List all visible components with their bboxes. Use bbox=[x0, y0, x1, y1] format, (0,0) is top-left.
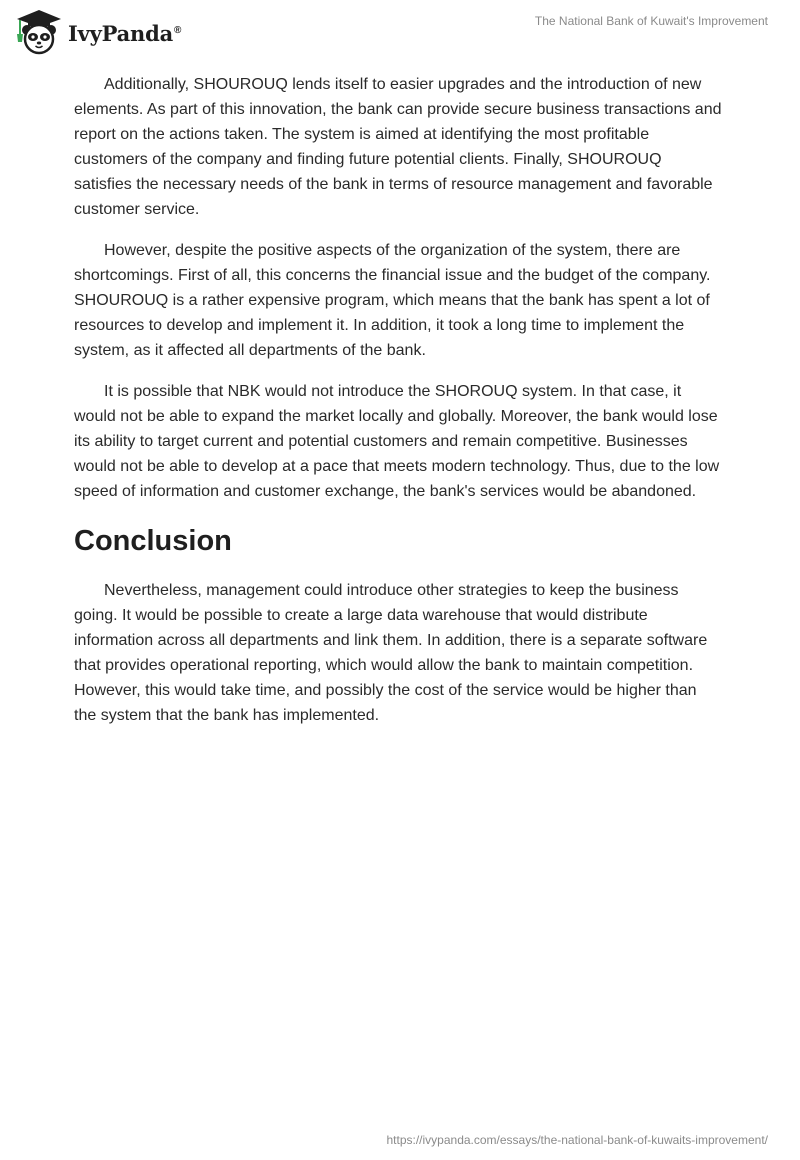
conclusion-heading: Conclusion bbox=[74, 525, 232, 557]
page-header bbox=[0, 0, 800, 64]
source-url[interactable]: https://ivypanda.com/essays/the-national-bank-of-kuwaits-improvement/ bbox=[386, 1133, 768, 1147]
ivypanda-logo[interactable] bbox=[14, 8, 181, 56]
essay-content bbox=[74, 72, 722, 744]
brand-name: IvyPanda® bbox=[68, 20, 182, 46]
document-title: The National Bank of Kuwait's Improvement bbox=[534, 14, 768, 28]
panda-graduate-icon bbox=[14, 8, 64, 56]
paragraph-alternative: It is possible that NBK would not introduce the SHOROUQ system. In that case, it would not be able to expand the market locally and globally. Moreover, the bank would lose its ability to target current and potential customers and remain competitive. Businesses would not be able to develop at a pace that meets modern technology. Thus, due to the low speed of information and customer exchange, the bank's services would be abandoned. bbox=[74, 383, 720, 500]
paragraph-upgrades: Additionally, SHOUROUQ lends itself to easier upgrades and the introduction of new elements. As part of this innovation, the bank can provide secure business transactions and report on the actions taken. The system is aimed at identifying the most profitable customers of the company and finding future potential clients. Finally, SHOUROUQ satisfies the necessary needs of the bank in terms of resource management and favorable customer service. bbox=[74, 76, 722, 218]
registered-mark: ® bbox=[174, 24, 182, 36]
paragraph-conclusion: Nevertheless, management could introduce other strategies to keep the business going. It would be possible to create a large data warehouse that would distribute information across all departments and link them. In addition, there is a separate software that provides operational reporting, which would allow the bank to maintain competition. However, this would take time, and possibly the cost of the service would be higher than the system that the bank has implemented. bbox=[74, 582, 708, 724]
paragraph-shortcomings: However, despite the positive aspects of the organization of the system, there are shortcomings. First of all, this concerns the financial issue and the budget of the company. SHOUROUQ is a rather expensive program, which means that the bank has spent a lot of resources to develop and implement it. In addition, it took a long time to implement the system, as it affected all departments of the bank. bbox=[74, 242, 711, 359]
